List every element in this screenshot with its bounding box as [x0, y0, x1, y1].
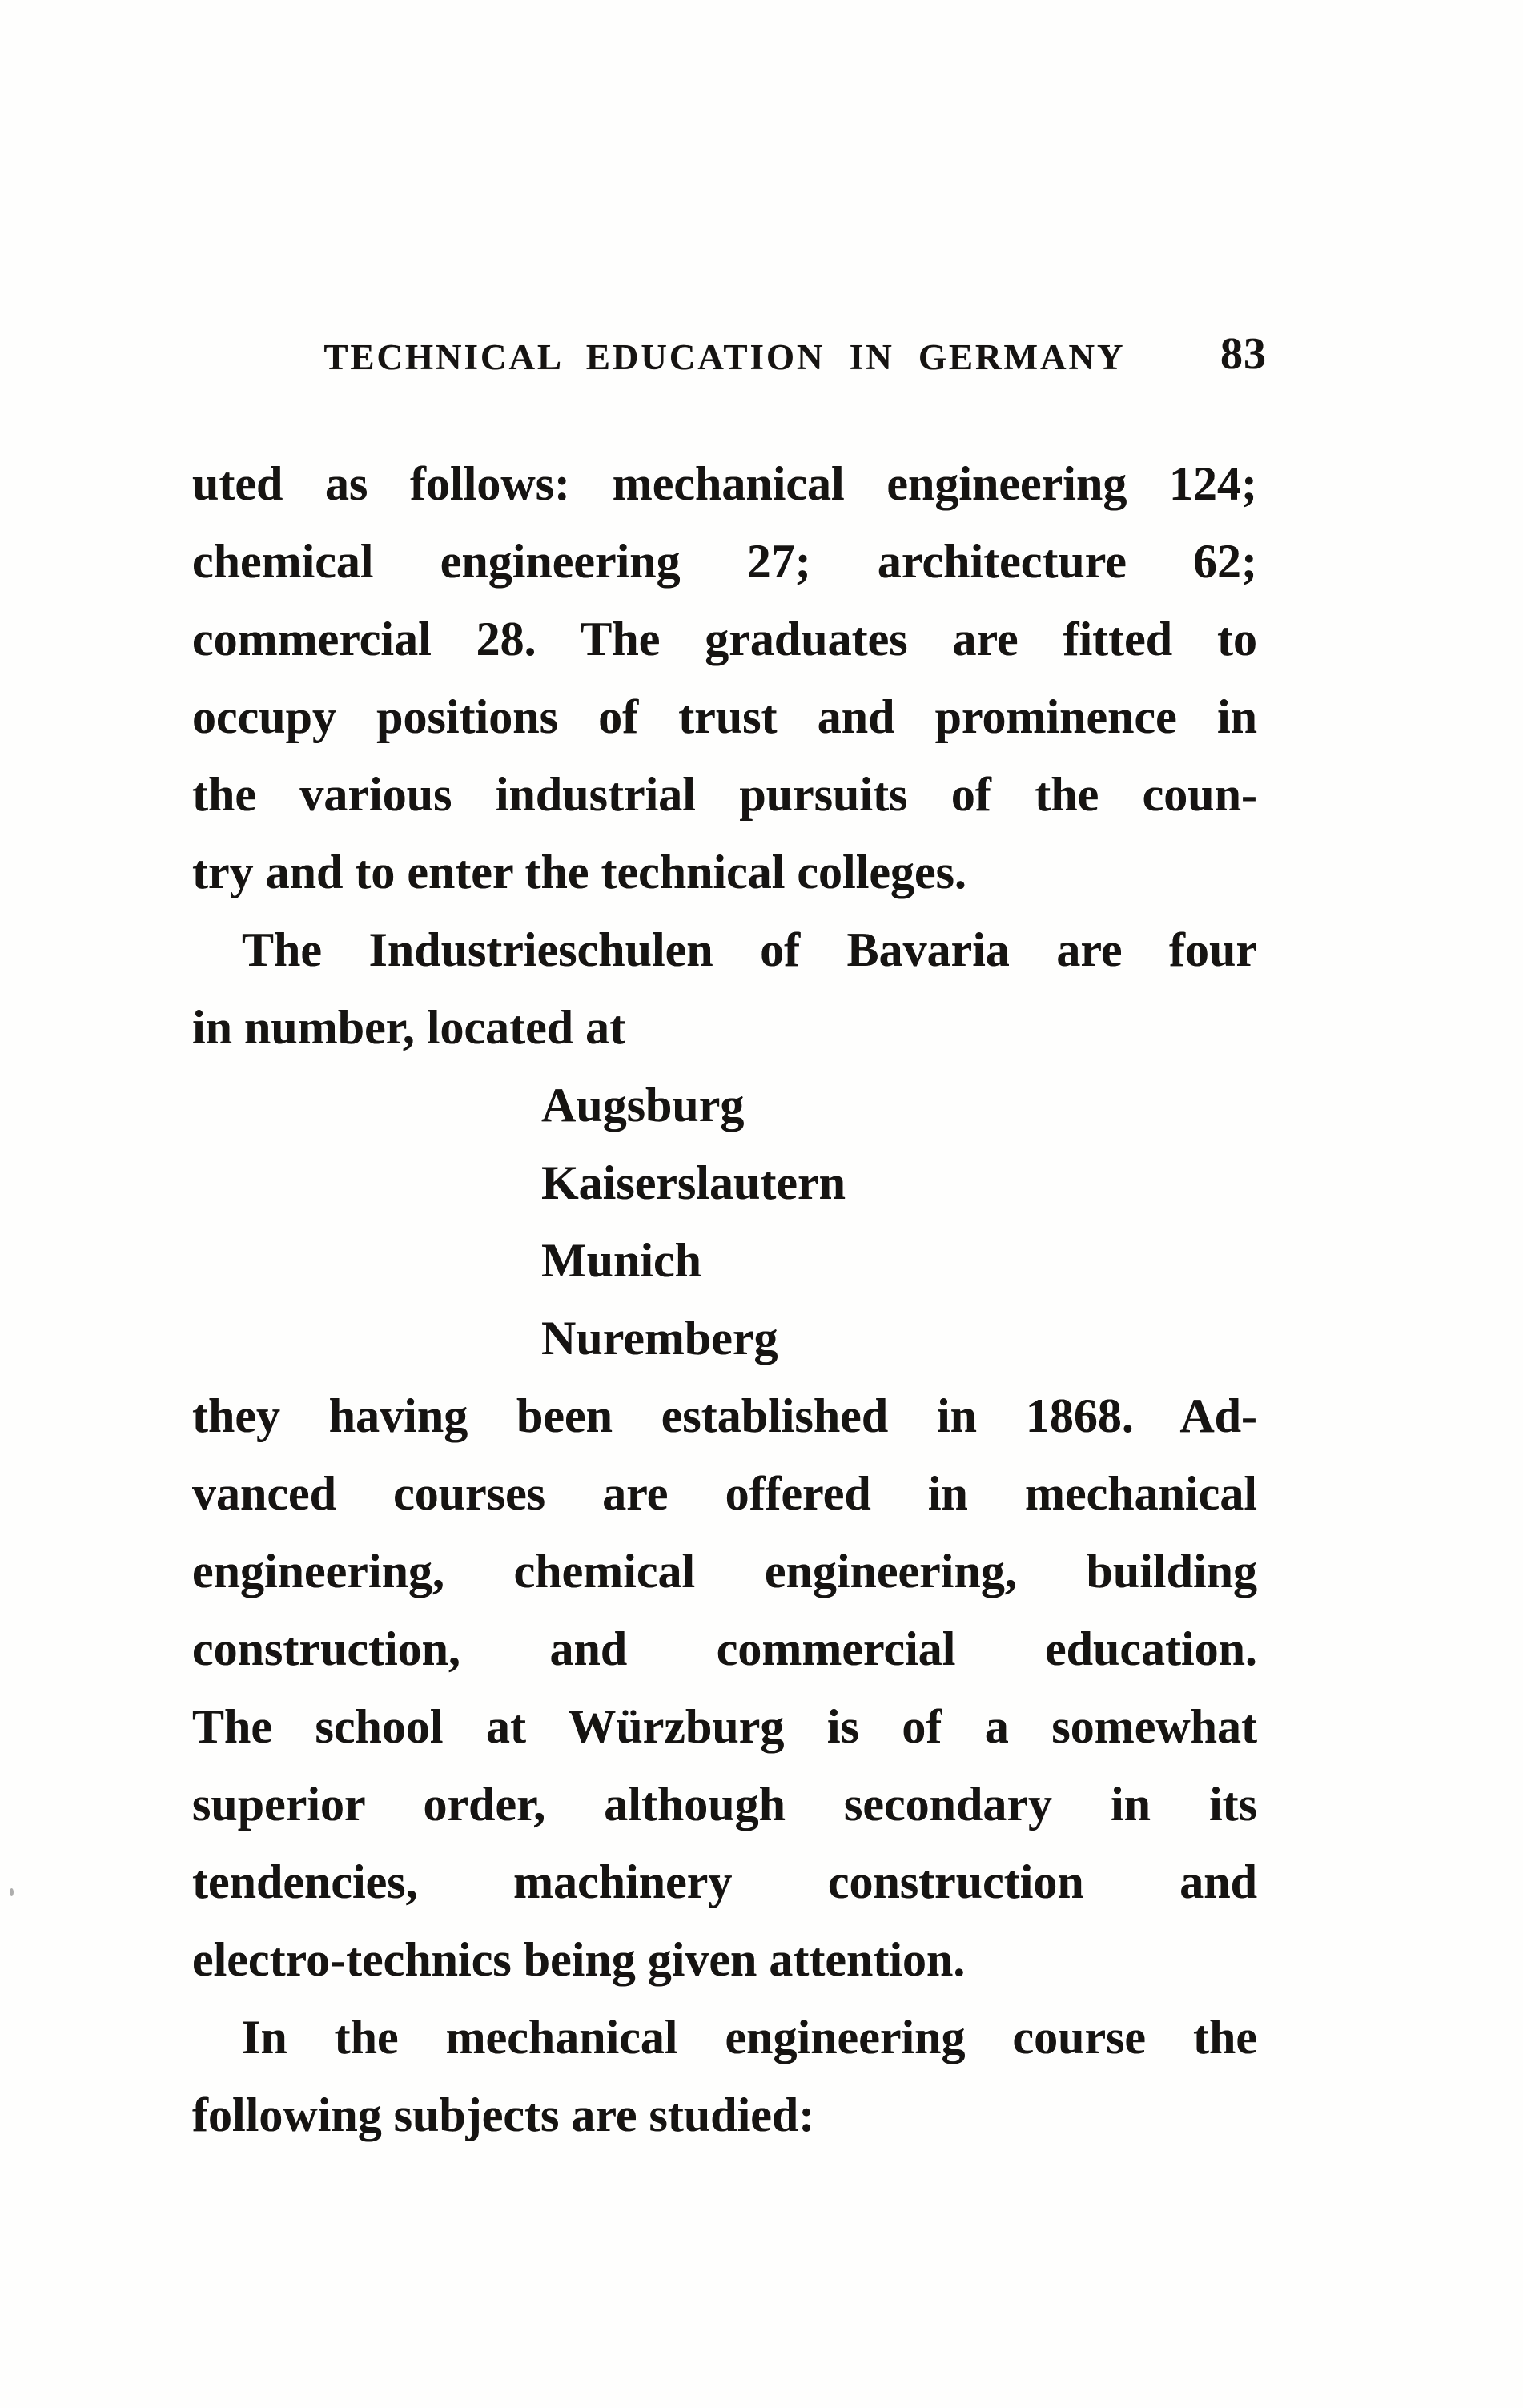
text-line: the various industrial pursuits of the coun- — [192, 768, 1257, 821]
text-line: Augsburg — [541, 1079, 745, 1132]
text-line: chemical engineering 27; architecture 62; — [192, 535, 1257, 588]
text-line: in number, located at — [192, 1001, 626, 1054]
text-line: The Industrieschulen of Bavaria are four — [242, 923, 1257, 976]
text-line: Kaiserslautern — [541, 1156, 846, 1209]
text-line: following subjects are studied: — [192, 2088, 815, 2141]
text-line: tendencies, machinery construction and — [192, 1855, 1257, 1908]
text-line: In the mechanical engineering course the — [242, 2011, 1257, 2064]
text-line: Munich — [541, 1234, 702, 1287]
scan-speck — [10, 1888, 14, 1896]
body-text — [192, 445, 1257, 2154]
text-line: engineering, chemical engineering, building — [192, 1545, 1257, 1598]
page-number: 83 — [1220, 329, 1267, 379]
text-line: vanced courses are offered in mechanical — [192, 1467, 1257, 1520]
running-header — [192, 329, 1267, 379]
text-line: The school at Würzburg is of a somewhat — [192, 1700, 1257, 1753]
text-line: Nuremberg — [541, 1312, 778, 1365]
page-title: TECHNICAL EDUCATION IN GERMANY — [323, 337, 1126, 377]
text-line: try and to enter the technical colleges. — [192, 846, 967, 898]
text-line: uted as follows: mechanical engineering 124; — [192, 457, 1257, 510]
text-line: commercial 28. The graduates are fitted to — [192, 613, 1257, 665]
text-line: they having been established in 1868. Ad- — [192, 1389, 1257, 1442]
text-line: occupy positions of trust and prominence in — [192, 690, 1257, 743]
text-line: construction, and commercial education. — [192, 1622, 1257, 1675]
text-line: superior order, although secondary in its — [192, 1778, 1257, 1831]
text-line: electro-technics being given attention. — [192, 1933, 966, 1986]
